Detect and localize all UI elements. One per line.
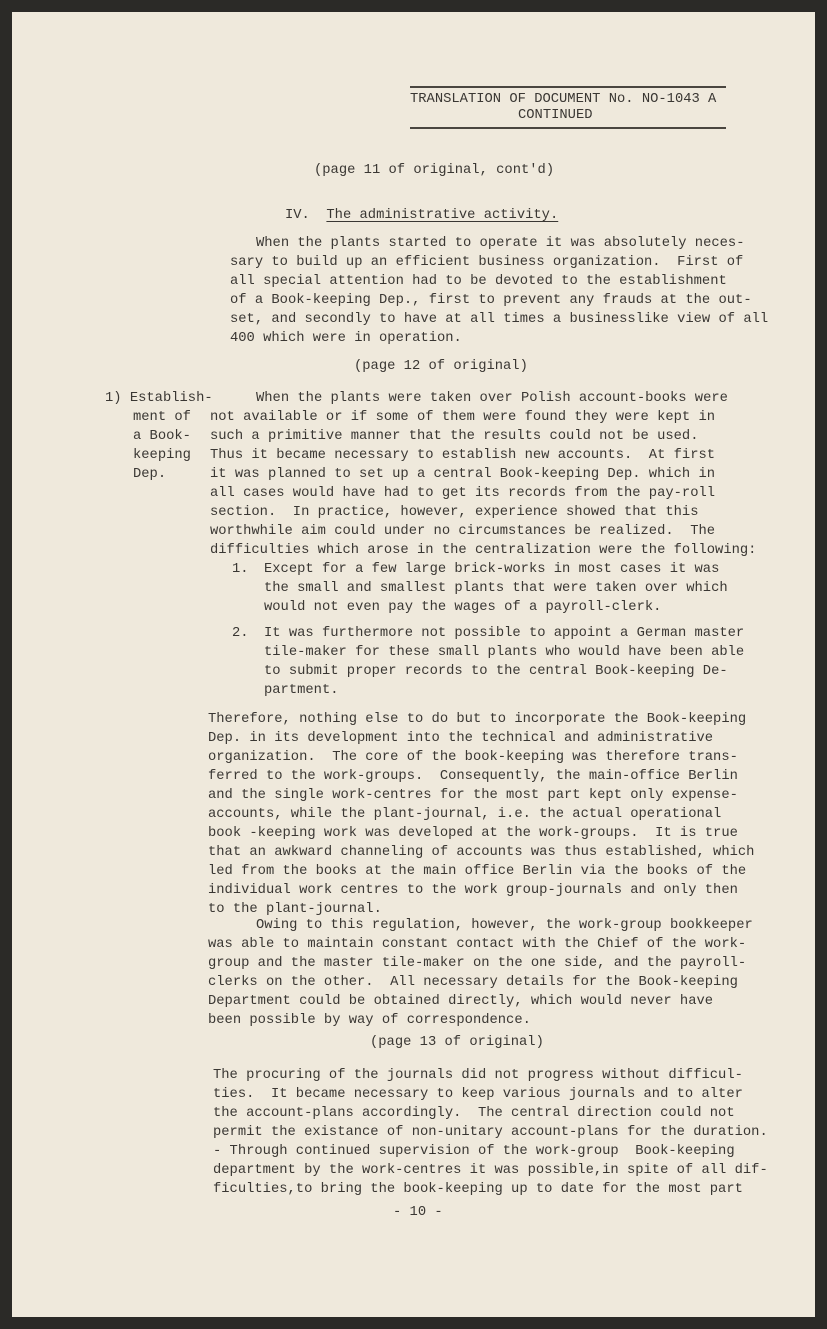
section-heading xyxy=(285,206,558,225)
text-line: not available or if some of them were found they were kept in xyxy=(210,410,716,425)
text-line: - Through continued supervision of the work-group Book-keeping xyxy=(213,1144,735,1159)
page-reference-13: (page 13 of original) xyxy=(370,1035,544,1050)
text-line: that an awkward channeling of accounts was thus established, which xyxy=(208,845,755,860)
text-line: Thus it became necessary to establish new accounts. At first xyxy=(210,448,716,463)
text-line: all special attention had to be devoted to the establishment xyxy=(230,274,727,289)
text-line: worthwhile aim could under no circumstances be realized. The xyxy=(210,524,716,539)
text-line: of a Book-keeping Dep., first to prevent any frauds at the out- xyxy=(230,293,752,308)
text-line: led from the books at the main office Berlin via the books of the xyxy=(208,864,747,879)
text-line: clerks on the other. All necessary details for the Book-keeping xyxy=(208,975,738,990)
text-line: 1) Establish- xyxy=(105,391,213,406)
text-line: It was furthermore not possible to appoint a German master xyxy=(264,626,745,641)
text-line: When the plants were taken over Polish account-books were xyxy=(256,391,728,406)
text-line: it was planned to set up a central Book-keeping Dep. which in xyxy=(210,467,716,482)
paragraph-regulation xyxy=(208,916,753,1030)
text-line: a Book- xyxy=(133,429,191,444)
text-line: set, and secondly to have at all times a businesslike view of all xyxy=(230,312,769,327)
text-line: Dep. xyxy=(133,467,167,482)
list-number: 2. xyxy=(232,626,249,641)
text-line: When the plants started to operate it was absolutely neces- xyxy=(256,236,745,251)
text-line: the account-plans accordingly. The central direction could not xyxy=(213,1106,735,1121)
text-line: individual work centres to the work group-journals and only then xyxy=(208,883,738,898)
text-line: group and the master tile-maker on the one side, and the payroll- xyxy=(208,956,747,971)
header-rule-top xyxy=(410,86,726,88)
text-line: Therefore, nothing else to do but to incorporate the Book-keeping xyxy=(208,712,747,727)
text-line: section. In practice, however, experience showed that this xyxy=(210,505,699,520)
text-line: accounts, while the plant-journal, i.e. the actual operational xyxy=(208,807,722,822)
text-line: ficulties,to bring the book-keeping up to date for the most part xyxy=(213,1182,743,1197)
page-reference-12: (page 12 of original) xyxy=(354,359,528,374)
text-line: been possible by way of correspondence. xyxy=(208,1013,531,1028)
list-item-1 xyxy=(232,560,728,617)
text-line: Except for a few large brick-works in most cases it was xyxy=(264,562,720,577)
paragraph-journals xyxy=(213,1066,768,1199)
page-number: - 10 - xyxy=(393,1205,443,1220)
list-item-2 xyxy=(232,624,744,700)
text-line: book -keeping work was developed at the work-groups. It is true xyxy=(208,826,738,841)
text-line: to the plant-journal. xyxy=(208,902,382,917)
text-line: ties. It became necessary to keep various journals and to alter xyxy=(213,1087,743,1102)
text-line: partment. xyxy=(264,683,339,698)
text-line: difficulties which arose in the centralization were the following: xyxy=(210,543,757,558)
page-reference-11: (page 11 of original, cont'd) xyxy=(314,163,555,178)
text-line: Department could be obtained directly, which would never have xyxy=(208,994,714,1009)
text-line: and the single work-centres for the most part kept only expense- xyxy=(208,788,738,803)
paragraph-establishment xyxy=(210,389,756,560)
document-header-continued: CONTINUED xyxy=(518,108,593,123)
text-line: all cases would have had to get its records from the pay-roll xyxy=(210,486,716,501)
text-line: ment of xyxy=(133,410,191,425)
header-rule-bottom xyxy=(410,127,726,129)
section-title: The administrative activity. xyxy=(326,208,559,223)
text-line: The procuring of the journals did not progress without difficul- xyxy=(213,1068,743,1083)
text-line: keeping xyxy=(133,448,191,463)
paragraph-intro xyxy=(230,234,768,348)
document-header-title: TRANSLATION OF DOCUMENT No. NO-1043 A xyxy=(410,92,717,107)
list-number: 1. xyxy=(232,562,249,577)
margin-note xyxy=(105,389,213,484)
text-line: Owing to this regulation, however, the work-group bookkeeper xyxy=(256,918,753,933)
text-line: would not even pay the wages of a payroll-clerk. xyxy=(264,600,662,615)
paragraph-incorporation xyxy=(208,710,754,919)
section-number: IV. xyxy=(285,208,310,223)
text-line: was able to maintain constant contact with the Chief of the work- xyxy=(208,937,747,952)
text-line: permit the existance of non-unitary account-plans for the duration. xyxy=(213,1125,768,1140)
text-line: Dep. in its development into the technical and administrative xyxy=(208,731,714,746)
text-line: sary to build up an efficient business organization. First of xyxy=(230,255,744,270)
text-line: ferred to the work-groups. Consequently, the main-office Berlin xyxy=(208,769,738,784)
text-line: such a primitive manner that the results could not be used. xyxy=(210,429,699,444)
text-line: 400 which were in operation. xyxy=(230,331,462,346)
text-line: organization. The core of the book-keeping was therefore trans- xyxy=(208,750,738,765)
text-line: tile-maker for these small plants who would have been able xyxy=(264,645,745,660)
text-line: the small and smallest plants that were taken over which xyxy=(264,581,728,596)
text-line: department by the work-centres it was possible,in spite of all dif- xyxy=(213,1163,768,1178)
text-line: to submit proper records to the central Book-keeping De- xyxy=(264,664,728,679)
